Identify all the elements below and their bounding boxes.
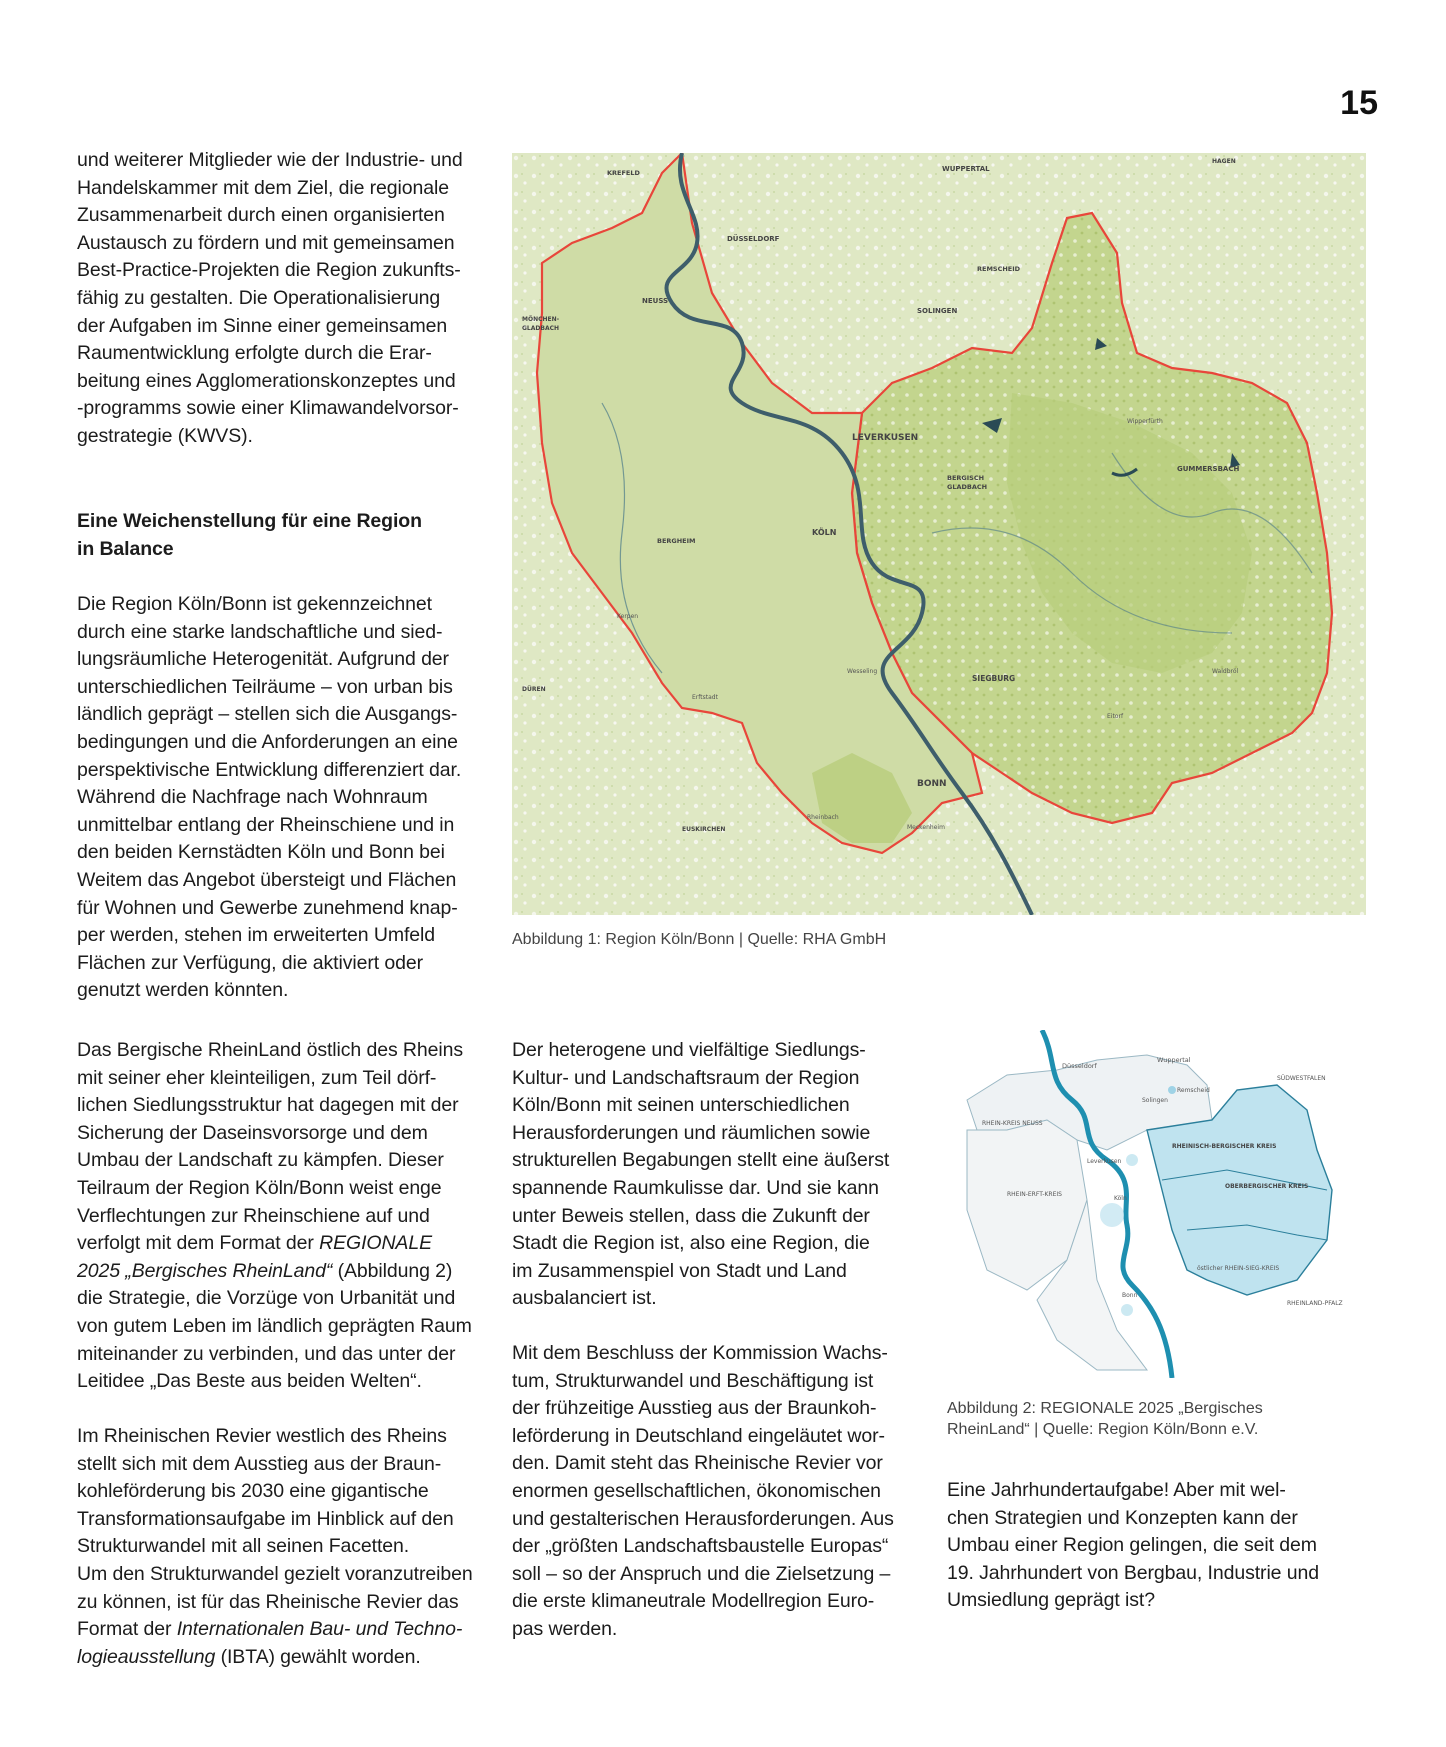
map-label: KÖLN [812,528,837,537]
text-line: für Wohnen und Gewerbe zunehmend knap- [77,896,458,919]
regionale-map-figure-2 [947,1030,1366,1378]
map-label: östlicher RHEIN-SIEG-KREIS [1197,1265,1280,1272]
map-label: RHEIN-KREIS NEUSS [982,1120,1043,1127]
text-line: Kultur- und Landschaftsraum der Region [512,1066,860,1089]
heading-line: in Balance [77,537,174,560]
text-line: spannende Raumkulisse dar. Und sie kann [512,1176,879,1199]
map-label: HAGEN [1212,158,1236,165]
text-line [77,1644,473,1672]
text-line: stellt sich mit dem Ausstieg aus der Braun- [77,1452,442,1475]
emphasis-text: Internationalen Bau- und Techno- [176,1618,463,1641]
map-label: OBERBERGISCHER KREIS [1225,1183,1309,1190]
map-label: Leverkusen [1087,1158,1122,1165]
col1-paragraph-3 [77,1037,472,1396]
map-label: DÜSSELDORF [727,235,780,243]
text-line: den beiden Kernstädten Köln und Bonn bei [77,841,445,864]
figure-1-caption [512,929,886,950]
text-line: durch eine starke landschaftliche und sied- [77,620,443,643]
text-line: Stadt die Region ist, also eine Region, die [512,1232,870,1255]
text-line: beitung eines Agglomerationskonzeptes und [77,369,456,392]
text-run: Format der [77,1618,177,1641]
text-line: soll – so der Anspruch und die Zielsetzung – [512,1562,891,1585]
city-marker [1100,1203,1124,1227]
text-line: Eine Jahrhundertaufgabe! Aber mit wel- [947,1479,1286,1501]
map-label: GLADBACH [522,325,560,332]
col2-paragraph-2 [512,1340,894,1644]
map-label: Meckenheim [907,824,945,831]
text-line: ländlich geprägt – stellen sich die Ausgangs- [77,703,458,726]
text-line: Weitem das Angebot übersteigt und Flächen [77,868,457,891]
text-line: der „größten Landschaftsbaustelle Europas“ [512,1535,889,1558]
emphasis-text: REGIONALE [319,1232,432,1255]
map-label: Eitorf [1107,713,1124,720]
text-line: mit seiner eher kleinteiligen, zum Teil dörf- [77,1066,437,1089]
text-run: (Abbildung 2) [332,1259,453,1282]
col1-paragraph-4 [77,1423,473,1671]
text-line: unmittelbar entlang der Rheinschiene und in [77,813,455,836]
text-line: Umsiedlung geprägt ist? [947,1589,1155,1612]
text-line: lichen Siedlungsstruktur hat dagegen mit der [77,1094,459,1117]
text-line: per werden, stehen im erweiterten Umfeld [77,924,435,947]
text-line: Umbau der Landschaft zu kämpfen. Dieser [77,1149,444,1172]
map-label: SIEGBURG [972,674,1016,683]
section-heading [77,508,422,563]
map-label: Wipperfürth [1127,418,1163,425]
map-label: BERGISCH [947,474,985,482]
map-label: RHEINLAND-PFALZ [1287,1300,1343,1307]
text-line: der frühzeitige Ausstieg aus der Braunkoh- [512,1397,877,1420]
text-line: und gestalterischen Herausforderungen. Aus [512,1507,894,1530]
map-label: Bonn [1122,1292,1138,1299]
text-line: genutzt werden könnten. [77,979,289,1002]
text-line: perspektivische Entwicklung differenziert dar. [77,758,462,781]
heading-line: Eine Weichenstellung für eine Region [77,510,422,532]
text-line: Der heterogene und vielfältige Siedlungs- [512,1039,866,1061]
text-line: Transformationsaufgabe im Hinblick auf den [77,1507,454,1530]
page-number: 15 [1340,84,1378,122]
text-line: Strukturwandel mit all seinen Facetten. [77,1535,410,1558]
map-label: Wuppertal [1157,1056,1191,1064]
text-line: gestrategie (KWVS). [77,424,253,447]
map-label: BERGHEIM [657,537,696,545]
map-label: WUPPERTAL [942,165,990,173]
text-line: strukturellen Begabungen stellt eine äußerst [512,1149,890,1172]
text-line: tum, Strukturwandel und Beschäftigung ist [512,1369,874,1392]
map-label: DÜREN [522,686,546,693]
map-label: MÖNCHEN- [522,316,560,323]
map-label: Wesseling [847,668,878,675]
text-line: 19. Jahrhundert von Bergbau, Industrie und [947,1561,1319,1584]
text-line: Mit dem Beschluss der Kommission Wachs- [512,1342,888,1364]
text-line: lungsräumliche Heterogenität. Aufgrund der [77,648,449,671]
map-label: Erftstadt [692,694,718,701]
map-label: Düsseldorf [1062,1062,1097,1070]
text-line: Sicherung der Daseinsvorsorge und dem [77,1121,428,1144]
text-line: Um den Strukturwandel gezielt voranzutreiben [77,1562,473,1585]
text-line: chen Strategien und Konzepten kann der [947,1506,1298,1529]
figure-2-caption [947,1398,1263,1440]
city-marker [1121,1304,1133,1316]
text-line: unter Beweis stellen, dass die Zukunft der [512,1204,870,1227]
text-line: enormen gesellschaftlichen, ökonomischen [512,1479,881,1502]
caption-line: Abbildung 1: Region Köln/Bonn | Quelle: RHA GmbH [512,931,887,948]
text-line [77,1258,472,1286]
map-label: Köln [1114,1195,1127,1202]
text-line: von gutem Leben im ländlich geprägten Raum [77,1314,472,1337]
map-label: GUMMERSBACH [1177,465,1240,473]
text-line: Zusammenarbeit durch einen organisierten [77,204,445,227]
col2-paragraph-1 [512,1037,889,1313]
map-label: LEVERKUSEN [852,433,919,443]
text-line: Best-Practice-Projekten die Region zukunfts- [77,259,461,282]
col1-paragraph-1 [77,147,463,451]
text-line: kohleförderung bis 2030 eine gigantische [77,1480,429,1503]
map-label: REMSCHEID [977,265,1021,273]
text-line: Austausch zu fördern und mit gemeinsamen [77,231,455,254]
text-line: fähig zu gestalten. Die Operationalisierung [77,286,441,309]
emphasis-text: logieausstellung [77,1645,216,1668]
col3-paragraph-1 [947,1477,1319,1615]
text-line: miteinander zu verbinden, und das unter der [77,1342,456,1365]
city-marker [1168,1086,1176,1094]
map-label: RHEIN-ERFT-KREIS [1007,1191,1062,1198]
text-line: Teilraum der Region Köln/Bonn weist enge [77,1176,442,1199]
caption-line: Abbildung 2: REGIONALE 2025 „Bergisches [947,1400,1263,1417]
map-label: SOLINGEN [917,307,958,315]
text-line: und weiterer Mitglieder wie der Industrie- und [77,149,463,171]
text-line: pas werden. [512,1617,618,1640]
text-line: Leitidee „Das Beste aus beiden Welten“. [77,1370,422,1393]
text-line: Die Region Köln/Bonn ist gekennzeichnet [77,593,432,615]
text-line: Während die Nachfrage nach Wohnraum [77,786,428,809]
text-line: den. Damit steht das Rheinische Revier vor [512,1452,883,1475]
text-line: Im Rheinischen Revier westlich des Rheins [77,1425,447,1447]
map-label: Remscheid [1177,1087,1210,1094]
col1-paragraph-2 [77,591,461,1005]
text-line: Flächen zur Verfügung, die aktiviert oder [77,951,424,974]
text-line: zu können, ist für das Rheinische Revier das [77,1590,459,1613]
emphasis-text: 2025 „Bergisches RheinLand“ [77,1259,333,1282]
map-label: Rheinbach [807,814,839,821]
map-label: NEUSS [642,297,669,305]
caption-line: RheinLand“ | Quelle: Region Köln/Bonn e.V. [947,1421,1259,1438]
text-line: Das Bergische RheinLand östlich des Rheins [77,1039,464,1061]
city-marker [1126,1154,1138,1166]
region-map-figure-1 [512,153,1366,915]
map-label: GLADBACH [947,483,988,491]
text-line: Handelskammer mit dem Ziel, die regionale [77,176,449,199]
text-line: Umbau einer Region gelingen, die seit dem [947,1534,1317,1557]
text-line: die erste klimaneutrale Modellregion Euro- [512,1590,875,1613]
text-line: ausbalanciert ist. [512,1287,657,1310]
text-line: im Zusammenspiel von Stadt und Land [512,1259,847,1282]
map-label: EUSKIRCHEN [682,826,726,833]
text-line: Köln/Bonn mit seinen unterschiedlichen [512,1094,850,1117]
text-run: (IBTA) gewählt worden. [215,1645,421,1668]
map-label: SÜDWESTFALEN [1277,1075,1326,1082]
text-line [77,1230,472,1258]
text-line: bedingungen und die Anforderungen an eine [77,730,458,753]
text-line: unterschiedlichen Teilräume – von urban bis [77,675,453,698]
text-line: die Strategie, die Vorzüge von Urbanität und [77,1287,456,1310]
text-line: -programms sowie einer Klimawandelvorsor- [77,397,459,420]
text-line: Verflechtungen zur Rheinschiene auf und [77,1204,430,1227]
map-label: Solingen [1142,1097,1168,1104]
map-label: Kerpen [617,613,639,620]
map-label: Waldbröl [1212,668,1239,675]
text-line: der Aufgaben im Sinne einer gemeinsamen [77,314,448,337]
map-label: KREFELD [607,169,640,177]
text-line [77,1616,473,1644]
text-line: Herausforderungen und räumlichen sowie [512,1121,871,1144]
text-line: Raumentwicklung erfolgte durch die Erar- [77,342,432,365]
map-label: RHEINISCH-BERGISCHER KREIS [1172,1143,1277,1150]
map-label: BONN [917,779,947,789]
text-line: leförderung in Deutschland eingeläutet wor- [512,1424,885,1447]
text-run: verfolgt mit dem Format der [77,1232,320,1255]
